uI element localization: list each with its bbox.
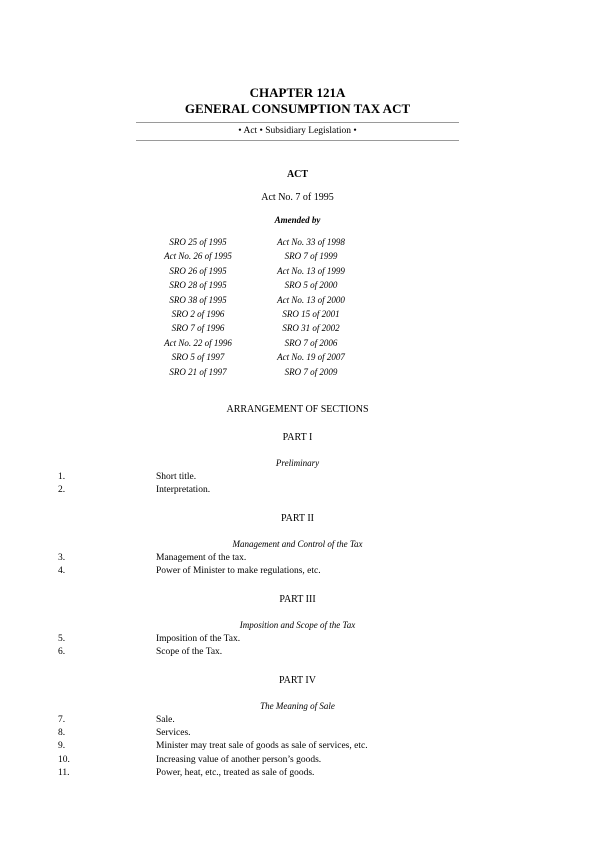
section-link[interactable]: Sale.	[156, 715, 175, 725]
section-number: 8.	[58, 728, 66, 739]
act-heading: ACT	[286, 169, 309, 180]
section-link[interactable]: Imposition of the Tax.	[156, 634, 241, 644]
amendment-left-7: SRO 7 of 1996	[171, 323, 225, 334]
section-number: 4.	[58, 566, 66, 577]
section-link[interactable]: Interpretation.	[156, 485, 211, 496]
section-link[interactable]: Management of the tax.	[156, 553, 247, 563]
section-number: 7.	[58, 715, 66, 725]
amendment-right-5: Act No. 13 of 2000	[277, 294, 345, 305]
section-link[interactable]: Services.	[156, 728, 191, 739]
amended-by-heading: Amended by	[274, 215, 321, 225]
part-heading: PART IV	[279, 675, 316, 686]
amendment-left-4: SRO 28 of 1995	[169, 280, 227, 291]
amendment-left-1: SRO 25 of 1995	[169, 237, 227, 247]
section-number: 3.	[58, 553, 66, 563]
section-link[interactable]: Scope of the Tax.	[156, 647, 223, 658]
section-link[interactable]: Short title.	[156, 472, 197, 482]
amendment-right-4: SRO 5 of 2000	[284, 280, 338, 291]
section-number: 11.	[58, 767, 70, 778]
amendment-left-8: Act No. 22 of 1996	[164, 337, 232, 348]
part-heading: PART I	[282, 432, 313, 443]
arrangement-heading: ARRANGEMENT OF SECTIONS	[226, 404, 369, 415]
part-title: Imposition and Scope of the Tax	[239, 620, 356, 630]
part-heading: PART II	[280, 513, 315, 524]
amendment-right-10: SRO 7 of 2009	[284, 366, 338, 377]
section-link[interactable]: Power of Minister to make regulations, etc.	[156, 566, 321, 577]
act-title: GENERAL CONSUMPTION TAX ACT	[184, 101, 411, 116]
section-link[interactable]: Minister may treat sale of goods as sale of services, etc.	[156, 741, 368, 752]
amendment-right-7: SRO 31 of 2002	[282, 323, 340, 334]
part-title: The Meaning of Sale	[260, 701, 335, 711]
top-divider	[136, 122, 459, 123]
part-heading: PART III	[279, 594, 316, 605]
section-number: 10.	[58, 754, 70, 765]
amendment-left-6: SRO 2 of 1996	[171, 309, 225, 319]
amendment-left-3: SRO 26 of 1995	[169, 265, 227, 276]
amendment-right-9: Act No. 19 of 2007	[277, 352, 345, 363]
part-title: Management and Control of the Tax	[232, 539, 363, 549]
section-number: 6.	[58, 647, 66, 658]
section-number: 9.	[58, 741, 66, 752]
legislation-nav[interactable]: • Act • Subsidiary Legislation •	[238, 126, 357, 136]
amendment-right-2: SRO 7 of 1999	[284, 251, 338, 262]
chapter-heading: CHAPTER 121A	[249, 85, 346, 100]
amendment-right-8: SRO 7 of 2006	[284, 337, 338, 348]
section-number: 1.	[58, 472, 66, 482]
section-link[interactable]: Increasing value of another person’s goods.	[156, 754, 322, 765]
section-link[interactable]: Power, heat, etc., treated as sale of goods.	[156, 767, 315, 778]
amendment-right-1: Act No. 33 of 1998	[277, 237, 345, 247]
amendment-right-6: SRO 15 of 2001	[282, 309, 340, 319]
bottom-divider	[136, 140, 459, 141]
amendment-left-10: SRO 21 of 1997	[169, 366, 227, 377]
act-number: Act No. 7 of 1995	[261, 192, 334, 203]
part-title: Preliminary	[275, 458, 320, 468]
amendment-left-9: SRO 5 of 1997	[171, 352, 225, 363]
section-number: 5.	[58, 634, 66, 644]
section-number: 2.	[58, 485, 66, 496]
amendment-left-2: Act No. 26 of 1995	[164, 251, 232, 262]
amendment-right-3: Act No. 13 of 1999	[277, 265, 345, 276]
amendment-left-5: SRO 38 of 1995	[169, 294, 227, 305]
